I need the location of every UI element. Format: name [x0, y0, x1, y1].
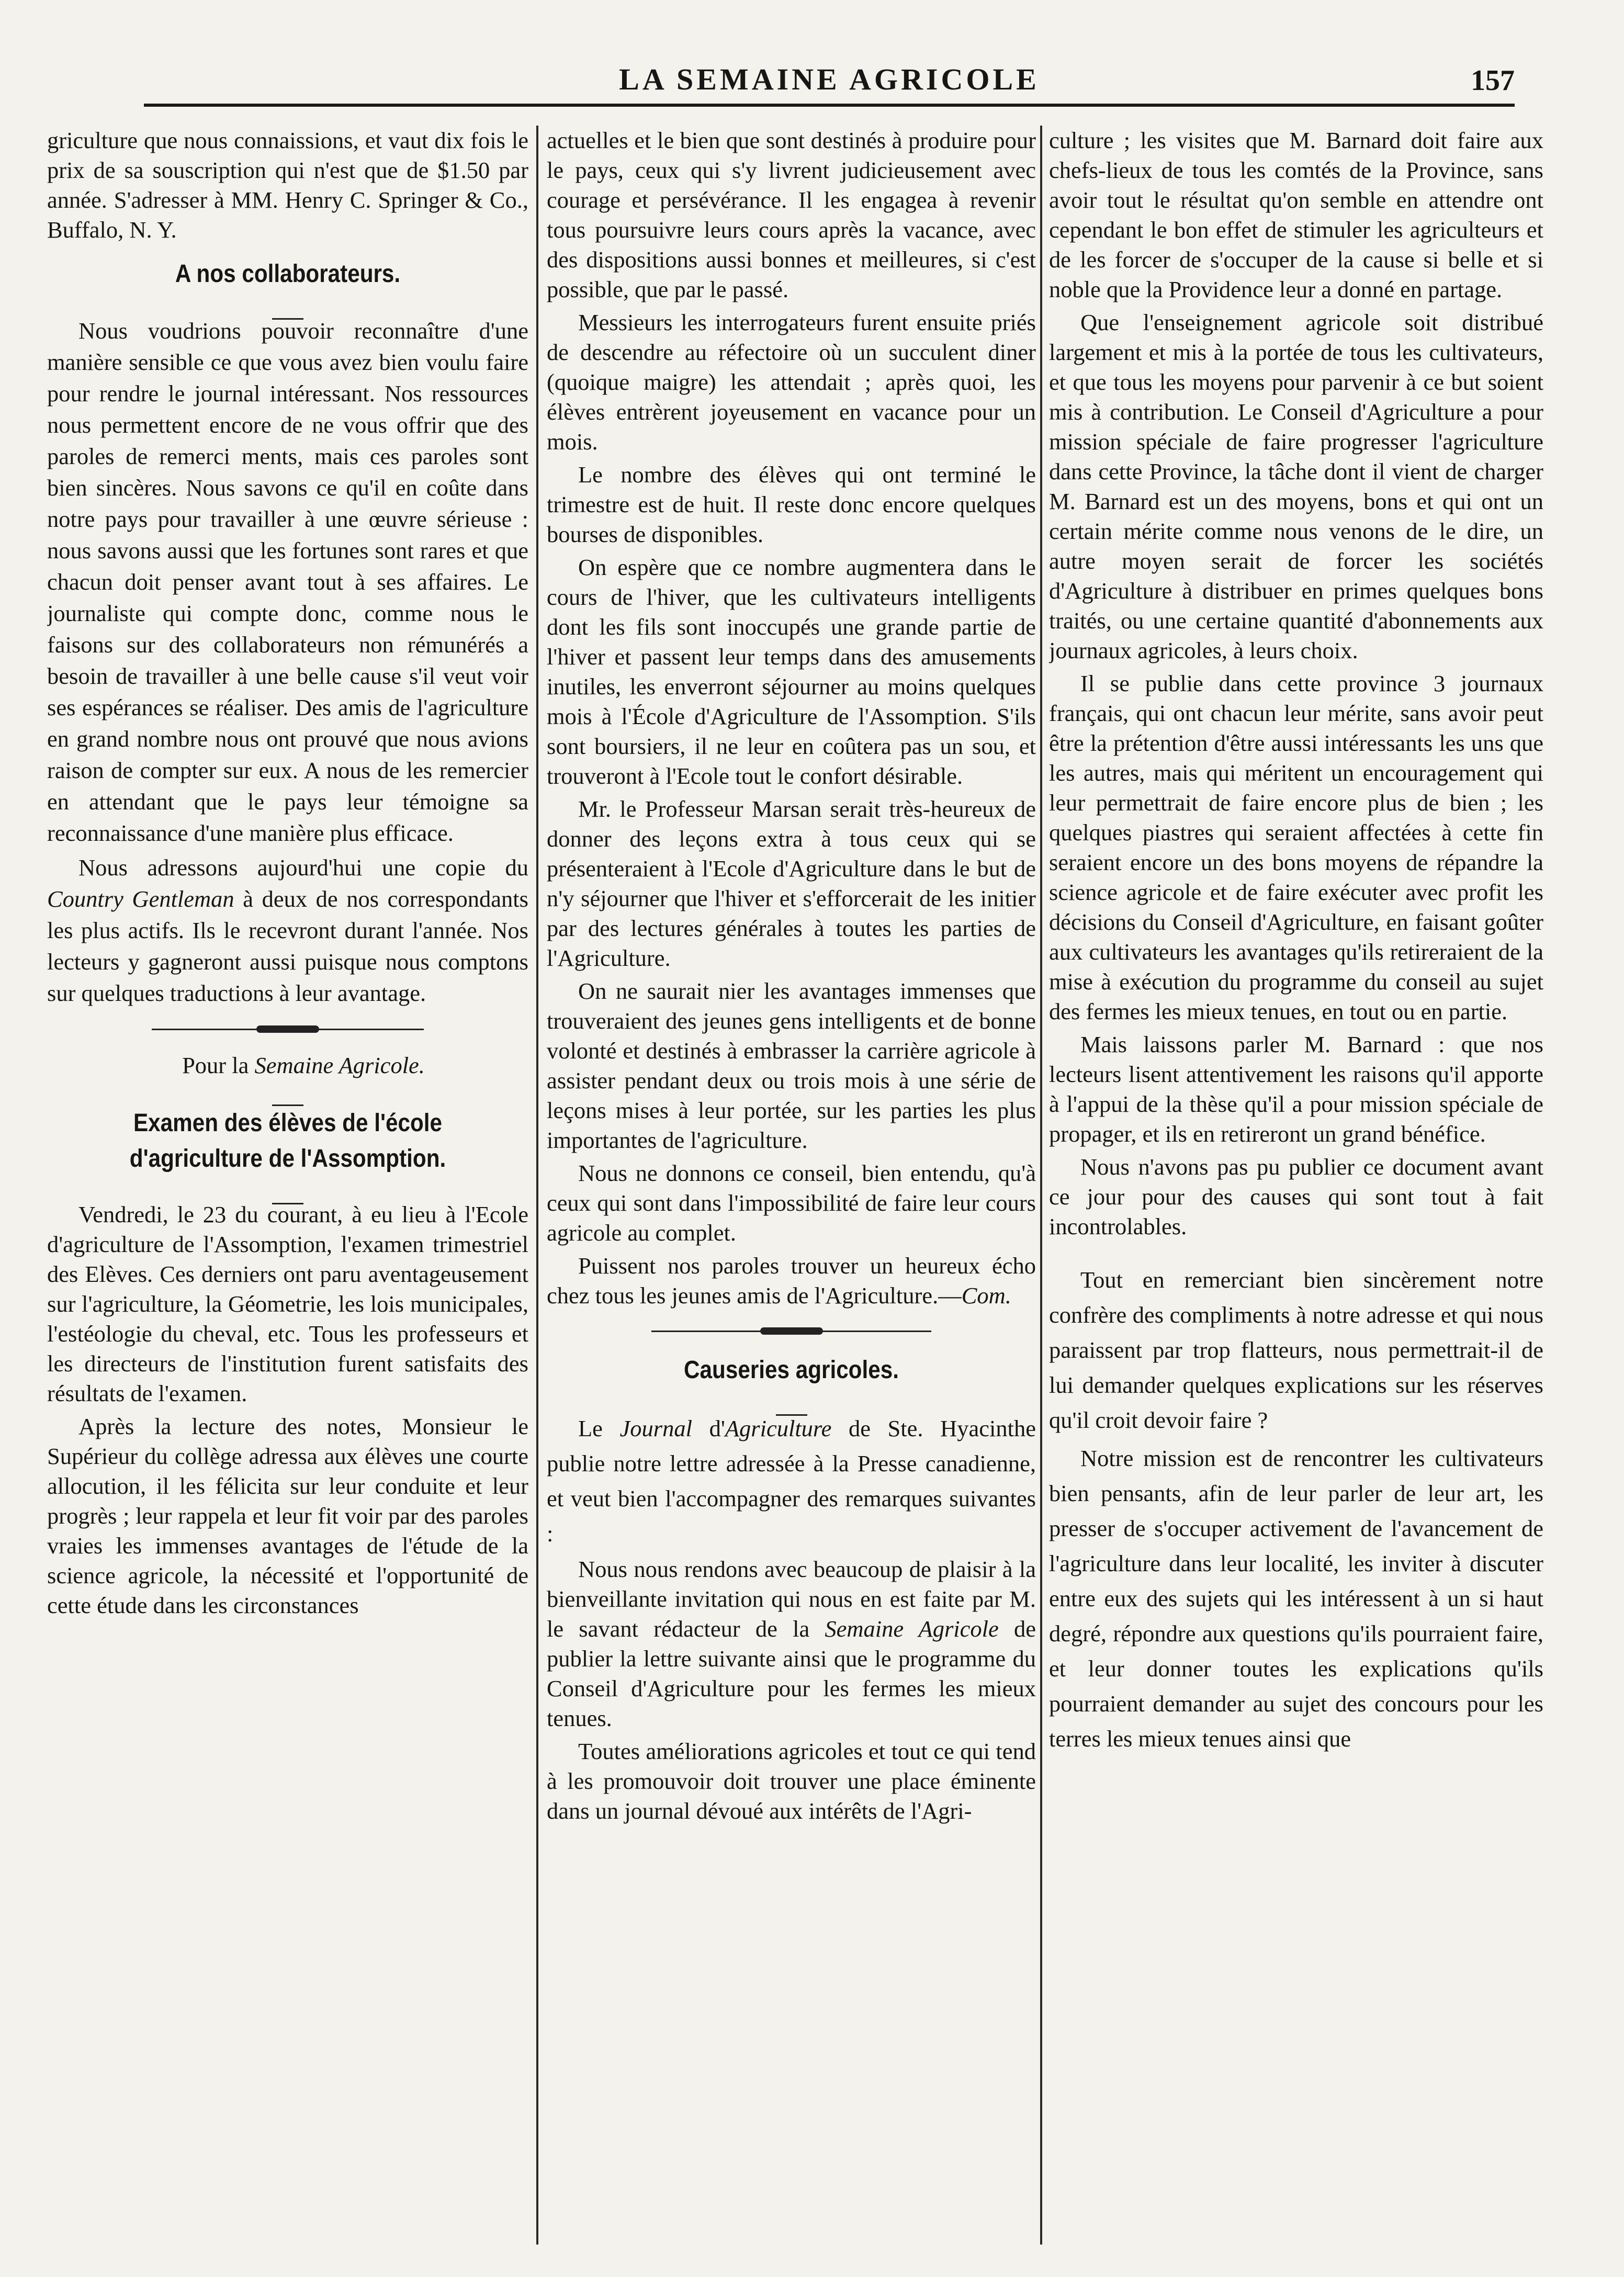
heading-dash — [47, 1182, 528, 1192]
article-paragraph: Nous voudrions pouvoir reconnaître d'une manière sensible ce que vous avez bien voulu faire pour rendre le journal intéressant. Nos ressources nous permettent encore de ne vous offrir que des paroles de remerci ments, mais ces paroles sont bien sincères. Nous savons ce qu'il en coûte dans notre pays pour travailler à une œuvre sérieuse : nous savons aussi que les fortunes sont rares et que chacun doit penser avant tout à ses affaires. Le journaliste qui compte donc, comme nous le faisons sur des collaborateurs non rémunérés a besoin de travailler à une belle cause s'il veut voir ses espérances se réaliser. Des amis de l'agriculture en grand nombre nous ont prouvé que nous avions raison de compter sur eux. A nous de les remercier en attendant que le pays leur témoigne sa reconnaissance d'une manière plus efficace. — [47, 318, 528, 846]
article-paragraph: Nous ne donnons ce conseil, bien entendu, qu'à ceux qui sont dans l'impossibilité de faire leur cours agricole au complet. — [547, 1160, 1036, 1246]
article-paragraph: culture ; les visites que M. Barnard doit faire aux chefs-lieux de tous les comtés de la Province, sans avoir tout le résultat qu'on semble en attendre ont cependant le bon effet de stimuler les agriculteurs et de les forcer de s'occuper de la cause si belle et si noble que la Providence leur a donné en partage. — [1049, 127, 1543, 302]
article-paragraph: Messieurs les interrogateurs furent ensuite priés de descendre au réfectoire où un succulent diner (quoique maigre) les attendait ; après quoi, les élèves entrèrent joyeusement en vacance pour un mois. — [547, 309, 1036, 455]
column-rule-right — [1040, 126, 1042, 2245]
section-divider — [547, 1326, 1036, 1337]
article-paragraph: Le nombre des élèves qui ont terminé le trimestre est de huit. Il reste donc encore quelques bourses de disponibles. — [547, 461, 1036, 547]
article-paragraph: Puissent nos paroles trouver un heureux écho chez tous les jeunes amis de l'Agriculture.—Com. — [547, 1253, 1036, 1309]
article-paragraph: On ne saurait nier les avantages immenses que trouveraient des jeunes gens intelligents et de bonne volonté et destinés à embrasser la carrière agricole à assister pendant deux ou trois mois à une série de leçons mises à leur portée, sur les parties les plus importantes de l'agriculture. — [547, 978, 1036, 1153]
article-paragraph: On espère que ce nombre augmentera dans le cours de l'hiver, que les cultivateurs intelligents dont les fils sont inoccupés une grande partie de l'hiver et passent leur temps dans des amusements inutiles, les enverront séjourner au moins quelques mois à l'École d'Agriculture de l'Assomption. S'ils sont boursiers, il ne leur en coûtera pas un sou, et trouveront à l'Ecole tout le confort désirable. — [547, 554, 1036, 789]
heading-dash — [547, 1393, 1036, 1404]
article-paragraph: Tout en remerciant bien sincèrement notre confrère des compliments à notre adresse et qui nous paraissent par trop flatteurs, nous permettrait-il de lui demander quelques explications sur les réserves qu'il croit devoir faire ? — [1049, 1267, 1543, 1433]
article-paragraph: Mr. le Professeur Marsan serait très-heureux de donner des leçons extra à tous ceux qui se présenteraient à l'Ecole d'Agriculture dans le but de n'y séjourner que l'hiver et s'efforcerait de les initier par des lectures générales à toutes les parties de l'Agriculture. — [547, 796, 1036, 971]
article-paragraph: actuelles et le bien que sont destinés à produire pour le pays, ceux qui s'y livrent judicieusement avec courage et persévérance. Il les engagea à revenir tous poursuivre leurs cours après la vacance, avec des dispositions aussi bonnes et meilleures, si c'est possible, que par le passé. — [547, 127, 1036, 302]
article-paragraph: Nous n'avons pas pu publier ce document avant ce jour pour des causes qui sont tout à fait incontrolables. — [1049, 1154, 1543, 1239]
masthead — [144, 57, 1515, 107]
article-paragraph: Il se publie dans cette province 3 journaux français, qui ont chacun leur mérite, sans avoir peut être la prétention d'être aussi intéressants les uns que les autres, mais qui méritent un encouragement qui leur permettrait de faire encore plus de bien ; les quelques piastres qui seraient affectées à cette fin seraient encore un des bons moyens de répandre la science agricole et de faire exécuter avec profit les décisions du Conseil d'Agriculture, en faisant goûter aux cultivateurs les avantages qu'ils retireraient de la mise à exécution du programme du conseil au sujet des fermes les mieux tenues, en tout ou en partie. — [1049, 670, 1543, 1024]
article-paragraph: Après la lecture des notes, Monsieur le Supérieur du collège adressa aux élèves une courte allocution, il les félicita sur leur conduite et leur progrès ; leur rappela et leur fit voir par des paroles vraies les immenses avantages de l'étude de la science agricole, la nécessité et l'opportunité de cette étude dans les circonstances — [47, 1413, 528, 1618]
page-number: 157 — [1471, 64, 1515, 97]
article-paragraph: Que l'enseignement agricole soit distribué largement et mis à la portée de tous les cultivateurs, et que tous les moyens pour parvenir à ce but soient mis à contribution. Le Conseil d'Agriculture a pour mission spéciale de faire progresser l'agriculture dans cette Province, la tâche dont il vient de charger M. Barnard est un des moyens, bons et qui ont un certain mérite comme nous venons de le dire, un autre moyen serait de forcer les sociétés d'Agriculture à distribuer en primes quelques bons traités, ou une certaine quantité d'abonnements aux journaux agricoles, à leurs choix. — [1049, 309, 1543, 663]
column-3 — [1049, 126, 1543, 2245]
article-heading-examen: Examen des élèves de l'école d'agriculture de l'Assomption. — [129, 1109, 446, 1173]
article-paragraph: Nous nous rendons avec beaucoup de plaisir à la bienveillante invitation qui nous en est faite par M. le savant rédacteur de la Semaine Agricole de publier la lettre suivante ainsi que le programme du Conseil d'Agriculture pour les fermes les mieux tenues. — [547, 1556, 1036, 1731]
publication-title: LA SEMAINE AGRICOLE — [619, 62, 1040, 96]
column-2 — [547, 126, 1036, 2245]
column-rule-left — [536, 126, 538, 2245]
article-paragraph: Notre mission est de rencontrer les cultivateurs bien pensants, afin de leur parler de leur art, les presser de s'occuper activement de l'avancement de l'agriculture dans leur localité, les inviter à discuter entre eux des sujets qui les intéressent à un si haut degré, répondre aux questions qu'ils pourraient faire, et leur donner toutes les explications qu'ils pourraient demander au sujet des concours pour les terres les mieux tenues ainsi que — [1049, 1445, 1543, 1752]
section-divider — [47, 1024, 528, 1035]
article-paragraph: Le Journal d'Agriculture de Ste. Hyacinthe publie notre lettre adressée à la Presse canadienne, et veut bien l'accompagner des remarques suivantes : — [547, 1415, 1036, 1547]
article-paragraph: Nous adressons aujourd'hui une copie du Country Gentleman à deux de nos correspondants les plus actifs. Ils le recevront durant l'année. Nos lecteurs y gagneront aussi puisque nous comptons sur quelques traductions à leur avantage. — [47, 854, 528, 1006]
article-heading-collaborateurs: A nos collaborateurs. — [175, 260, 401, 288]
article-paragraph: Toutes améliorations agricoles et tout ce qui tend à les promouvoir doit trouver une place éminente dans un journal dévoué aux intérêts de l'Agri- — [547, 1738, 1036, 1824]
article-paragraph: griculture que nous connaissions, et vaut dix fois le prix de sa souscription qui n'est que de $1.50 par année. S'adresser à MM. Henry C. Springer & Co., Buffalo, N. Y. — [47, 127, 528, 243]
column-1 — [47, 126, 528, 2245]
heading-dash — [47, 297, 528, 308]
heading-dash — [47, 1084, 528, 1094]
article-heading-causeries: Causeries agricoles. — [684, 1356, 899, 1384]
article-paragraph: Mais laissons parler M. Barnard : que nos lecteurs lisent attentivement les raisons qu'il apporte à l'appui de la thèse qu'il a pour mission spéciale de propager, et ils en retireront un grand bénéfice. — [1049, 1031, 1543, 1147]
article-paragraph: Vendredi, le 23 du courant, à eu lieu à l'Ecole d'agriculture de l'Assomption, l'examen trimestriel des Elèves. Ces derniers ont paru aventageusement sur l'agriculture, la Géometrie, les lois municipales, l'estéologie du cheval, etc. Tous les professeurs et les directeurs de l'institution furent satisfaits des résultats de l'examen. — [47, 1201, 528, 1406]
byline: Pour la Semaine Agricole. — [182, 1052, 425, 1078]
